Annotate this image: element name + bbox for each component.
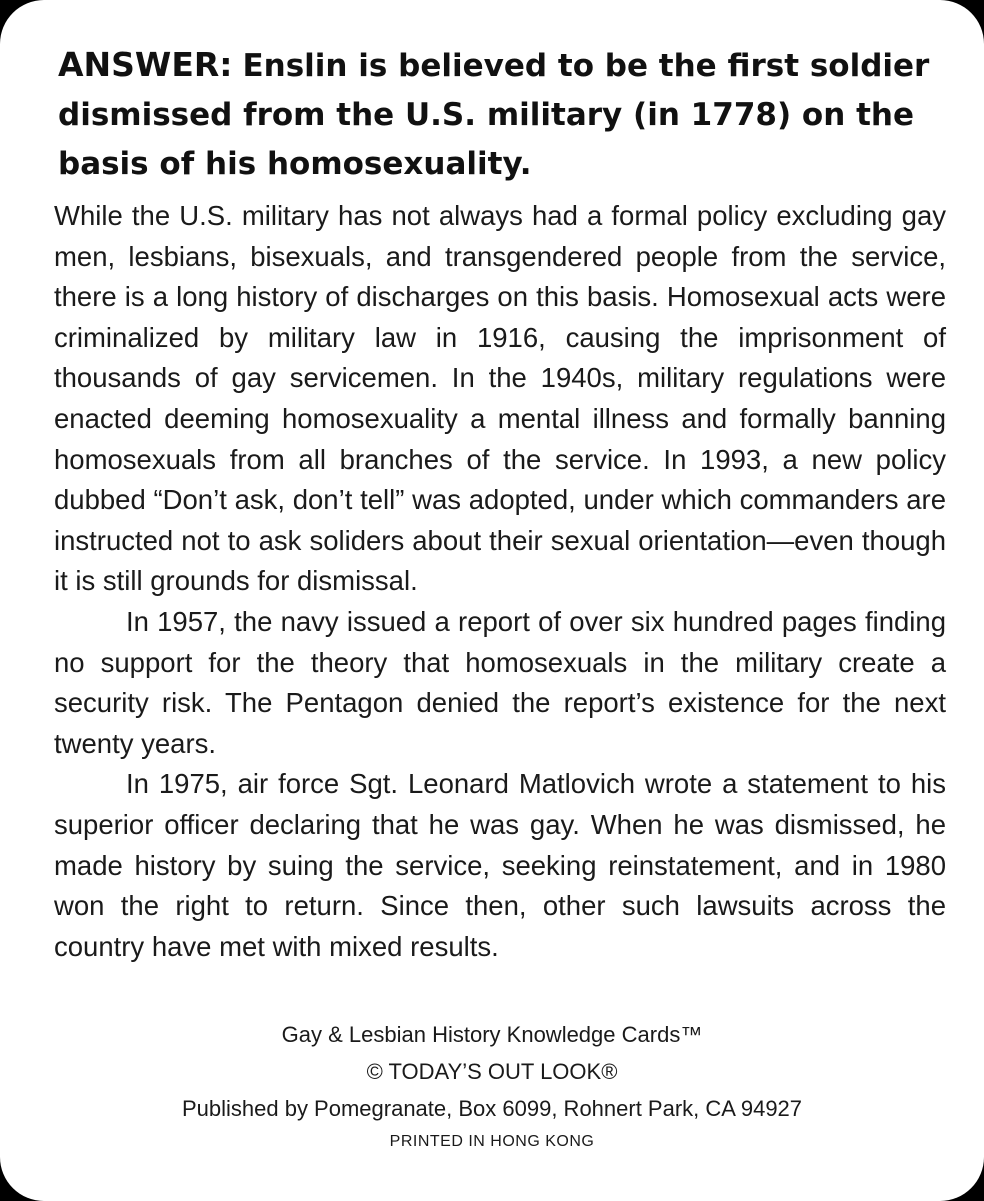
paragraph-3: In 1975, air force Sgt. Leonard Matlovich wrote a statement to his superior officer declaring that he was gay. When he was dismissed, he made history by suing the service, seeking reinstatement, and in 1980 won the right to return. Since then, other such lawsuits across the country have met with mixed results. — [54, 768, 946, 962]
answer-heading — [58, 40, 958, 189]
answer-label: ANSWER: — [58, 45, 233, 84]
series-title: Gay & Lesbian History Knowledge Cards™ — [281, 1022, 703, 1047]
paragraph-2: In 1957, the navy issued a report of over six hundred pages finding no support for the theory that homosexuals in the military create a security risk. The Pentagon denied the report’s existence for the next twenty years. — [54, 605, 946, 759]
printed-in-line: PRINTED IN HONG KONG — [389, 1133, 595, 1150]
card-footer — [0, 1016, 984, 1157]
copyright-line: © TODAY’S OUT LOOK® — [366, 1059, 618, 1084]
body-text — [54, 196, 946, 967]
answer-text: Enslin is believed to be the first soldier dismissed from the U.S. military (in 1778) on the basis of his homosexuality. — [58, 48, 930, 182]
paragraph-1: While the U.S. military has not always had a formal policy excluding gay men, lesbians, bisexuals, and transgendered people from the service, there is a long history of discharges on this basis. Homosexual acts were criminalized by military law in 1916, causing the imprisonment of thousands of gay servicemen. In the 1940s, military regulations were enacted deeming homosexuality a mental illness and formally banning homosexuals from all branches of the service. In 1993, a new policy dubbed “Don’t ask, don’t tell” was adopted, under which commanders are instructed not to ask soliders about their sexual orientation—even though it is still grounds for dismissal. — [54, 200, 946, 597]
publisher-line: Published by Pomegranate, Box 6099, Rohnert Park, CA 94927 — [181, 1096, 803, 1121]
